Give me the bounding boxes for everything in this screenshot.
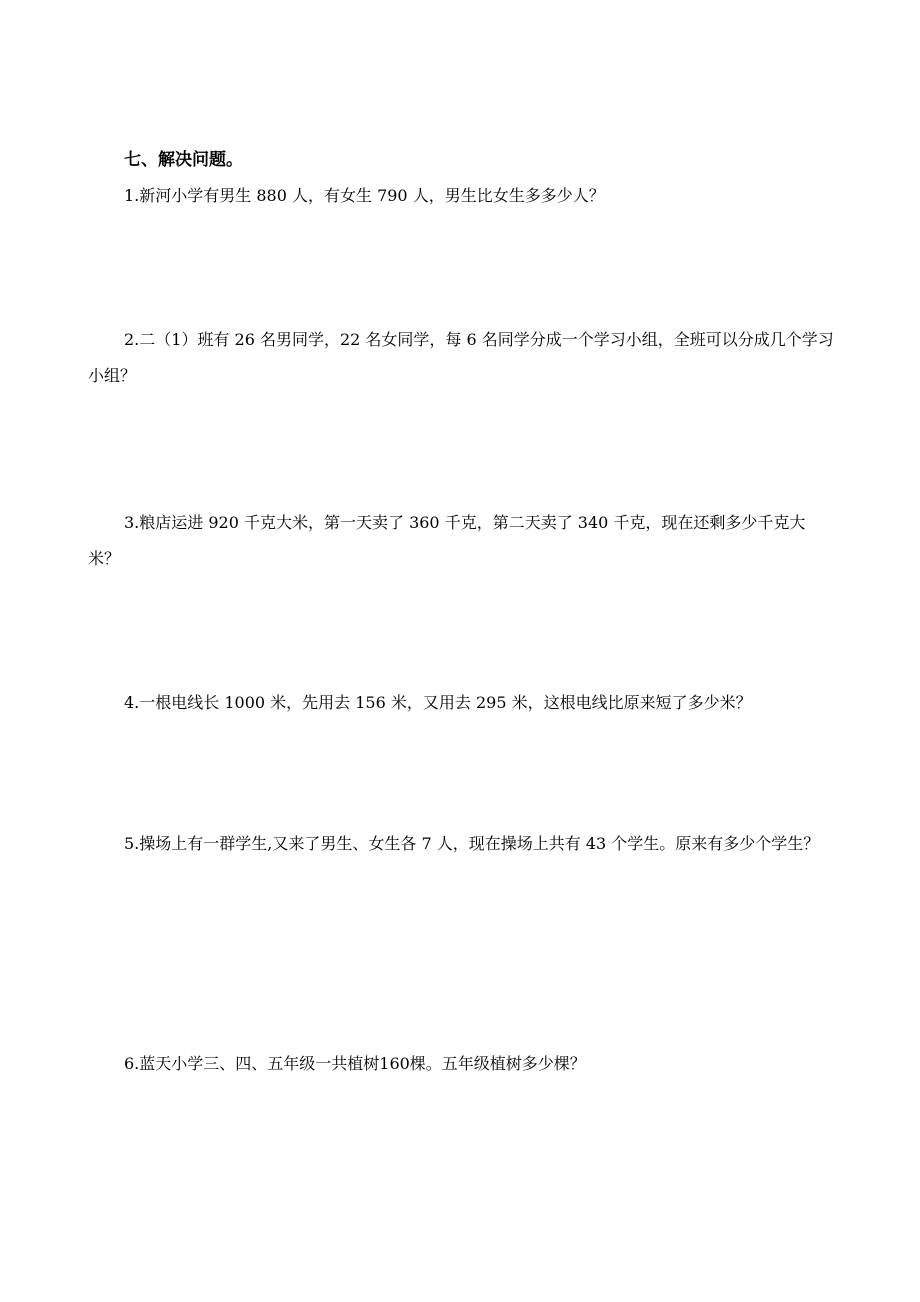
- problem-1: 1.新河小学有男生 880 人，有女生 790 人，男生比女生多多少人？: [124, 186, 605, 205]
- problem-5: 5.操场上有一群学生,又来了男生、女生各 7 人，现在操场上共有 43 个学生。原来有多少个学生？: [124, 834, 820, 853]
- problem-4: 4.一根电线长 1000 米，先用去 156 米，又用去 295 米，这根电线比原来短了多少米？: [124, 693, 752, 712]
- problem-3: 3.粮店运进 920 千克大米，第一天卖了 360 千克，第二天卖了 340 千克，现在还剩多少千克大米？: [88, 513, 806, 568]
- problem-6: 6.蓝天小学三、四、五年级一共植树160棵。五年级植树多少棵？: [124, 1054, 586, 1073]
- problem-2: 2.二（1）班有 26 名男同学，22 名女同学，每 6 名同学分成一个学习小组，全班可以分成几个学习小组？: [88, 330, 834, 385]
- section-heading: 七、解决问题。: [124, 150, 243, 170]
